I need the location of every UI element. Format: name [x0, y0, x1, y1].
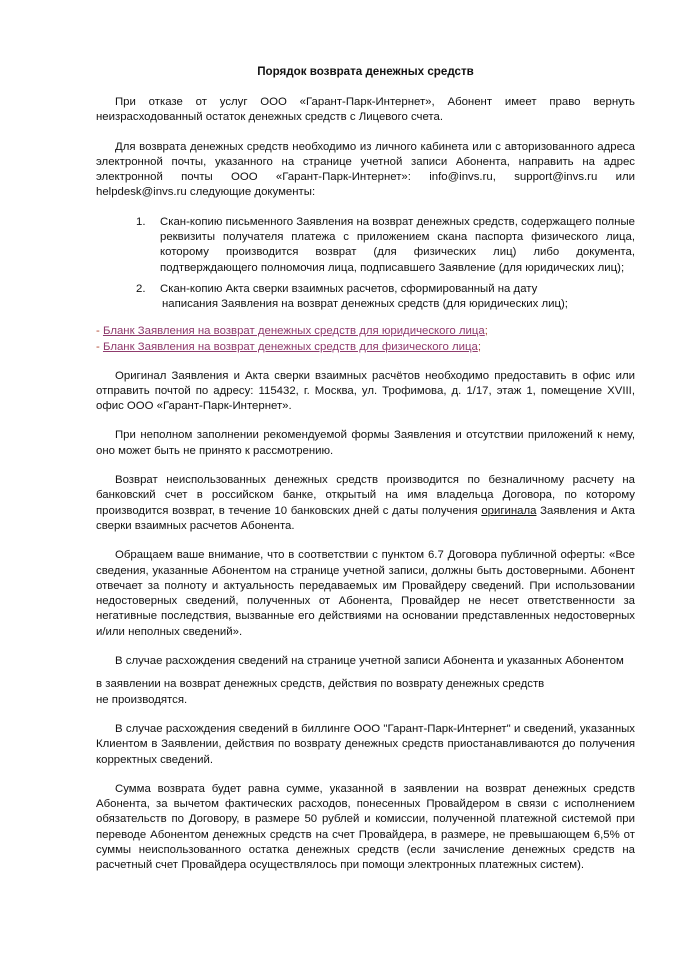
paragraph-refund-method [96, 473, 635, 534]
individual-form-link[interactable]: Бланк Заявления на возврат денежных средств для физического лица [102, 340, 478, 353]
form-link-line-legal [96, 323, 635, 339]
paragraph-incomplete-form: При неполном заполнении рекомендуемой формы Заявления и отсутствии приложений к нему, оно может быть не принято к рассмотрению. [96, 429, 635, 457]
list-item-number: 1. [136, 215, 146, 228]
form-links [96, 323, 635, 355]
link-dash: - [96, 340, 103, 353]
paragraph-billing-mismatch: В случае расхождения сведений в биллинге ООО "Гарант-Парк-Интернет" и сведений, указанных Клиентом в Заявлении, действия по возврату денежных средств приостанавливаются до получения корректных сведений. [96, 722, 635, 766]
mismatch-line: В случае расхождения сведений на странице учетной записи Абонента и указанных Абонентом [115, 655, 624, 668]
documents-list [96, 215, 635, 313]
document-title: Порядок возврата денежных средств [257, 65, 474, 78]
link-semicolon: ; [484, 324, 488, 337]
list-item [96, 282, 635, 313]
legal-entity-form-link[interactable]: Бланк Заявления на возврат денежных средств для юридического лица [102, 324, 485, 337]
list-item-text: Скан-копию письменного Заявления на возврат денежных средств, содержащего полные реквизиты получателя платежа с приложением скана паспорта физического лица, которому производится возврат (для физических лиц) либо документа, подтверждающего полномочия лица, подписавшего Заявление (для юридических лиц); [160, 215, 635, 274]
paragraph-how-to-request: Для возврата денежных средств необходимо из личного кабинета или с авторизованного адреса электронной почты, указанного на странице учетной записи Абонента, направить на адрес электронной почты ООО «Гарант-Парк-Интернет»: info@invs.ru, support@invs.ru или helpdesk@invs.ru следующие документы: [96, 140, 635, 199]
paragraph-original-documents: Оригинал Заявления и Акта сверки взаимных расчётов необходимо предоставить в офис или отправить почтой по адресу: 115432, г. Москва, ул. Трофимова, д. 1/17, этаж 1, помещение XVIII, офис ООО «Гарант-Парк-Интернет». [96, 369, 635, 413]
list-item-line: написания Заявления на возврат денежных средств (для юридических лиц); [162, 298, 568, 311]
refund-method-text: Возврат неиспользованных денежных средств производится по безналичному расчету на банковский счет в российском банке, открытый на имя владельца Договора, по которому производится возврат, в течение 10 банковских дней с даты получения [96, 474, 635, 517]
original-underlined-word: оригинала [481, 504, 537, 517]
list-item-text [160, 282, 635, 313]
paragraph-refusal: При отказе от услуг ООО «Гарант-Парк-Интернет», Абонент имеет право вернуть неизрасходованный остаток денежных средств с Лицевого счета. [96, 96, 635, 124]
paragraph-offer-clause: Обращаем ваше внимание, что в соответствии с пунктом 6.7 Договора публичной оферты: «Все сведения, указанные Абонентом на странице учетной записи, должны быть достоверными. Абонент отвечает за полноту и актуальность передаваемых им Провайдеру сведений. При использовании недостоверных сведений, полученных от Абонента, Провайдер не несет ответственности за негативные последствия, вызванные его действиями на основании представленных недостоверных и/или неполных сведений». [96, 549, 635, 638]
refund-method-text-end: Заявления и Акта сверки взаимных расчетов Абонента. [96, 504, 635, 532]
document-page [96, 64, 635, 888]
list-item [96, 215, 635, 276]
list-item-line: Скан-копию Акта сверки взаимных расчетов, сформированный на дату [160, 282, 538, 295]
link-semicolon: ; [477, 340, 481, 353]
paragraph-refund-amount: Сумма возврата будет равна сумме, указанной в заявлении на возврат денежных средств Абонента, за вычетом фактических расходов, понесенных Провайдером в связи с исполнением обязательств по Договору, в размере 50 рублей и комиссии, полученной платежной системой при переводе Абонентом денежных средств на счет Провайдера, в размере, не превышающем 6,5% от суммы неиспользованного остатка денежных средств (если зачисление денежных средств на расчетный счет Провайдера осуществлялось при помощи электронных платежных систем). [96, 782, 635, 872]
mismatch-line: в заявлении на возврат денежных средств, действия по возврату денежных средств [96, 678, 545, 691]
form-link-line-individual [96, 339, 635, 355]
link-dash: - [96, 324, 103, 337]
mismatch-line: не производятся. [96, 693, 188, 706]
paragraph-data-mismatch [96, 654, 635, 708]
list-item-number: 2. [136, 282, 146, 295]
